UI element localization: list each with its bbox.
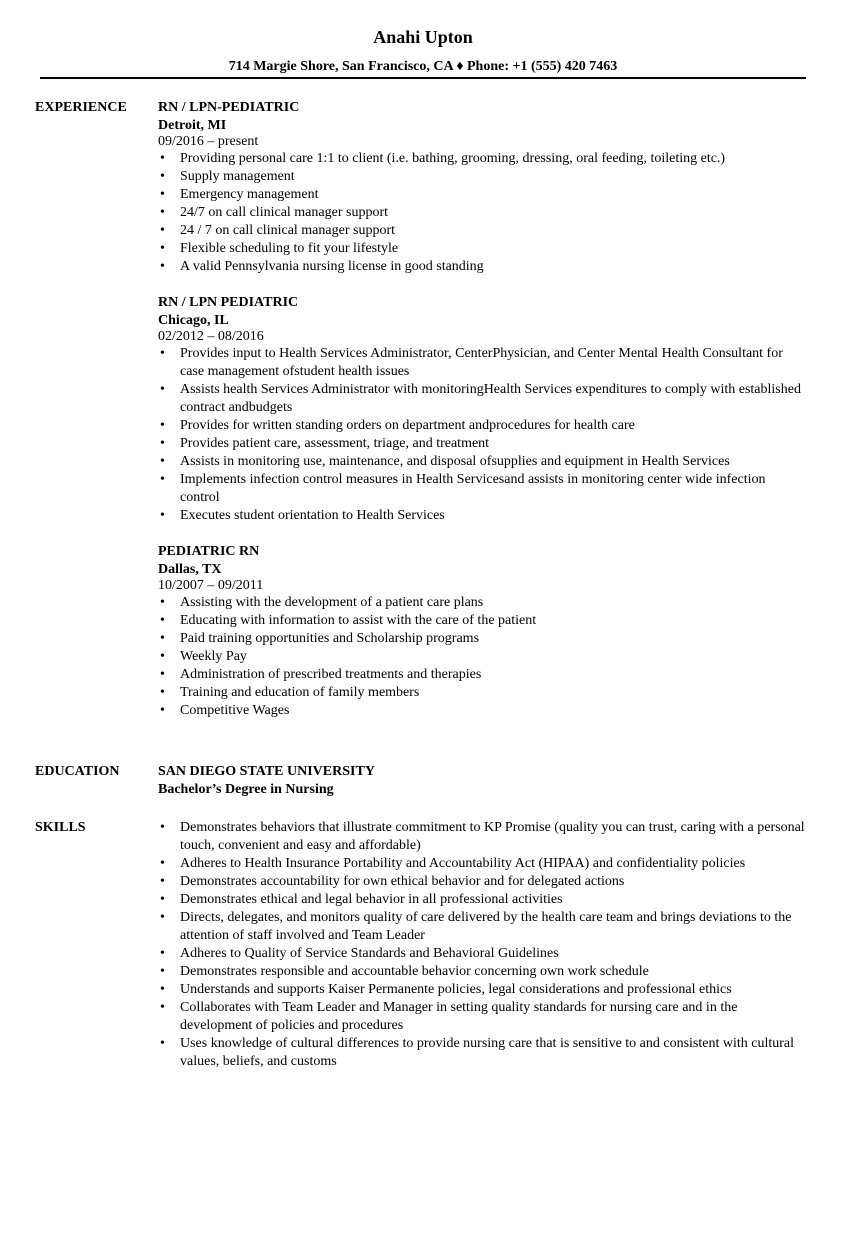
job-bullets	[158, 345, 806, 525]
header-divider	[40, 77, 806, 79]
list-item: • Uses knowledge of cultural differences to provide nursing care that is sensitive to and consistent with cultural values, beliefs, and customs	[158, 1035, 806, 1071]
list-item: • Providing personal care 1:1 to client (i.e. bathing, grooming, dressing, oral feeding, toileting etc.)	[158, 150, 806, 168]
list-item: • Understands and supports Kaiser Permanente policies, legal considerations and professional ethics	[158, 981, 806, 999]
job-location: Dallas, TX	[158, 562, 222, 577]
list-item: • Demonstrates responsible and accountable behavior concerning own work schedule	[158, 963, 806, 981]
job-entry	[158, 294, 806, 525]
list-item: • Assists health Services Administrator with monitoringHealth Services expenditures to comply with established contract andbudgets	[158, 381, 806, 417]
job-location: Chicago, IL	[158, 313, 229, 328]
list-item: • Directs, delegates, and monitors quality of care delivered by the health care team and brings deviations to the attention of staff involved and Team Leader	[158, 909, 806, 945]
skills-list	[158, 819, 806, 1071]
list-item: • Demonstrates ethical and legal behavior in all professional activities	[158, 891, 806, 909]
experience-list	[158, 99, 806, 738]
job-dates: 09/2016 – present	[158, 134, 259, 149]
job-dates: 02/2012 – 08/2016	[158, 329, 264, 344]
list-item: • Weekly Pay	[158, 648, 806, 666]
list-item: • Provides patient care, assessment, triage, and treatment	[158, 435, 806, 453]
contact-line: 714 Margie Shore, San Francisco, CA ♦ Phone: +1 (555) 420 7463	[228, 59, 618, 74]
candidate-name: Anahi Upton	[373, 27, 473, 47]
list-item: • Executes student orientation to Health Services	[158, 507, 806, 525]
list-item: • Adheres to Health Insurance Portability and Accountability Act (HIPAA) and confidentiality policies	[158, 855, 806, 873]
list-item: • Emergency management	[158, 186, 806, 204]
job-entry	[158, 99, 806, 276]
job-title: RN / LPN-PEDIATRIC	[158, 100, 300, 115]
list-item: • Flexible scheduling to fit your lifestyle	[158, 240, 806, 258]
education-entry	[158, 763, 806, 799]
list-item: • Assists in monitoring use, maintenance, and disposal ofsupplies and equipment in Health Services	[158, 453, 806, 471]
skills-list-container	[158, 819, 806, 1071]
job-location: Detroit, MI	[158, 118, 227, 133]
list-item: • Implements infection control measures in Health Servicesand assists in monitoring center wide infection control	[158, 471, 806, 507]
job-entry	[158, 543, 806, 720]
job-title: RN / LPN PEDIATRIC	[158, 295, 299, 310]
school-name: SAN DIEGO STATE UNIVERSITY	[158, 764, 375, 779]
list-item: • Provides for written standing orders on department andprocedures for health care	[158, 417, 806, 435]
job-dates: 10/2007 – 09/2011	[158, 578, 264, 593]
section-title-skills: SKILLS	[35, 820, 86, 835]
job-title: PEDIATRIC RN	[158, 544, 260, 559]
list-item: • Training and education of family members	[158, 684, 806, 702]
degree-name: Bachelor’s Degree in Nursing	[158, 782, 334, 797]
list-item: • Demonstrates accountability for own ethical behavior and for delegated actions	[158, 873, 806, 891]
list-item: • Adheres to Quality of Service Standards and Behavioral Guidelines	[158, 945, 806, 963]
list-item: • A valid Pennsylvania nursing license in good standing	[158, 258, 806, 276]
list-item: • 24 / 7 on call clinical manager support	[158, 222, 806, 240]
list-item: • 24/7 on call clinical manager support	[158, 204, 806, 222]
job-bullets	[158, 150, 806, 276]
list-item: • Competitive Wages	[158, 702, 806, 720]
list-item: • Administration of prescribed treatments and therapies	[158, 666, 806, 684]
list-item: • Demonstrates behaviors that illustrate commitment to KP Promise (quality you can trust, caring with a personal touch, convenient and easy and affordable)	[158, 819, 806, 855]
job-bullets	[158, 594, 806, 720]
list-item: • Paid training opportunities and Scholarship programs	[158, 630, 806, 648]
section-title-experience: EXPERIENCE	[35, 100, 127, 115]
section-title-education: EDUCATION	[35, 764, 120, 779]
list-item: • Provides input to Health Services Administrator, CenterPhysician, and Center Mental Health Consultant for case management ofstudent health issues	[158, 345, 806, 381]
list-item: • Assisting with the development of a patient care plans	[158, 594, 806, 612]
list-item: • Collaborates with Team Leader and Manager in setting quality standards for nursing care and in the development of policies and procedures	[158, 999, 806, 1035]
list-item: • Educating with information to assist with the care of the patient	[158, 612, 806, 630]
list-item: • Supply management	[158, 168, 806, 186]
